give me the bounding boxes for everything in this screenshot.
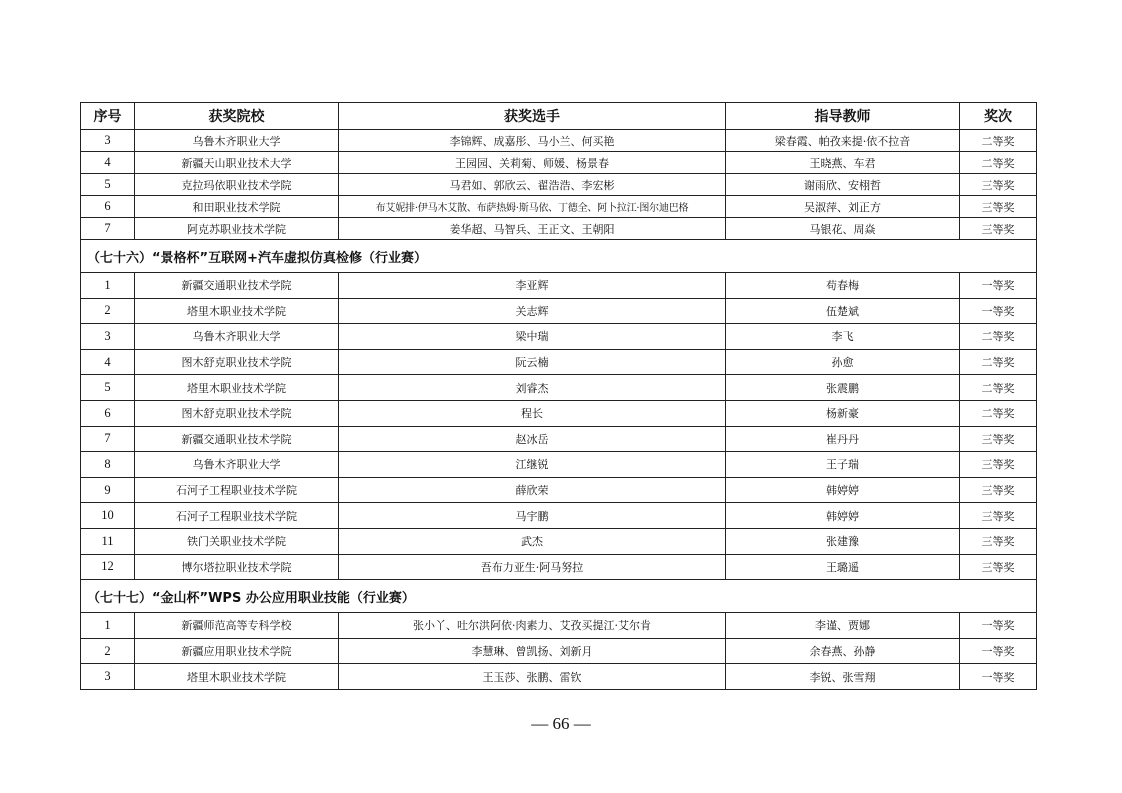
row-players: 薛欣荣	[339, 477, 726, 503]
row-school: 图木舒克职业技术学院	[135, 349, 339, 375]
row-players: 程长	[339, 400, 726, 426]
row-teachers: 李锐、张雪翔	[726, 664, 960, 690]
row-award: 二等奖	[960, 400, 1037, 426]
row-award: 三等奖	[960, 528, 1037, 554]
row-school: 塔里木职业技术学院	[135, 298, 339, 324]
table-row	[81, 613, 1037, 639]
row-teachers: 崔丹丹	[726, 426, 960, 452]
table-row	[81, 298, 1037, 324]
row-teachers: 吴淑萍、刘正方	[726, 196, 960, 218]
row-school: 塔里木职业技术学院	[135, 664, 339, 690]
header-players: 获奖选手	[339, 103, 726, 130]
row-index: 10	[81, 503, 135, 529]
row-index: 9	[81, 477, 135, 503]
row-teachers: 余春燕、孙静	[726, 638, 960, 664]
row-award: 三等奖	[960, 452, 1037, 478]
row-award: 三等奖	[960, 196, 1037, 218]
row-award: 二等奖	[960, 130, 1037, 152]
row-players: 李锦辉、成嘉彤、马小兰、何买艳	[339, 130, 726, 152]
row-index: 6	[81, 400, 135, 426]
row-players: 赵冰岳	[339, 426, 726, 452]
row-school: 石河子工程职业技术学院	[135, 503, 339, 529]
row-school: 乌鲁木齐职业大学	[135, 452, 339, 478]
row-players: 阮云楠	[339, 349, 726, 375]
row-school: 和田职业技术学院	[135, 196, 339, 218]
row-index: 6	[81, 196, 135, 218]
row-index: 1	[81, 273, 135, 299]
row-index: 7	[81, 218, 135, 240]
row-teachers: 李飞	[726, 324, 960, 350]
row-school: 图木舒克职业技术学院	[135, 400, 339, 426]
row-school: 阿克苏职业技术学院	[135, 218, 339, 240]
section-title-76: （七十六）“景格杯”互联网+汽车虚拟仿真检修（行业赛）	[81, 240, 1037, 273]
row-award: 三等奖	[960, 174, 1037, 196]
row-award: 三等奖	[960, 218, 1037, 240]
table-row	[81, 349, 1037, 375]
row-school: 克拉玛依职业技术学院	[135, 174, 339, 196]
row-index: 3	[81, 664, 135, 690]
row-teachers: 苟春梅	[726, 273, 960, 299]
row-teachers: 马银花、周焱	[726, 218, 960, 240]
row-players: 关志辉	[339, 298, 726, 324]
header-index: 序号	[81, 103, 135, 130]
row-school: 博尔塔拉职业技术学院	[135, 554, 339, 580]
row-index: 2	[81, 298, 135, 324]
table-row	[81, 324, 1037, 350]
row-index: 11	[81, 528, 135, 554]
row-index: 2	[81, 638, 135, 664]
section-row	[81, 240, 1037, 273]
table-row	[81, 638, 1037, 664]
row-index: 5	[81, 375, 135, 401]
row-school: 新疆天山职业技术大学	[135, 152, 339, 174]
row-players: 布艾妮排·伊马木艾散、布萨热姆·斯马依、丁德全、阿卜拉江·图尔迪巴格	[339, 196, 726, 218]
row-teachers: 王晓燕、车君	[726, 152, 960, 174]
row-players: 刘睿杰	[339, 375, 726, 401]
row-award: 三等奖	[960, 503, 1037, 529]
table-row	[81, 400, 1037, 426]
table-row	[81, 130, 1037, 152]
table-row	[81, 664, 1037, 690]
page-number: — 66 —	[531, 714, 591, 733]
table-row	[81, 196, 1037, 218]
row-index: 5	[81, 174, 135, 196]
row-award: 一等奖	[960, 638, 1037, 664]
row-players: 李慧琳、曾凯扬、刘新月	[339, 638, 726, 664]
table-row	[81, 426, 1037, 452]
row-index: 3	[81, 130, 135, 152]
row-award: 一等奖	[960, 273, 1037, 299]
row-players: 江继锐	[339, 452, 726, 478]
table-row	[81, 375, 1037, 401]
table-row	[81, 477, 1037, 503]
row-school: 新疆应用职业技术学院	[135, 638, 339, 664]
row-award: 一等奖	[960, 664, 1037, 690]
row-award: 一等奖	[960, 613, 1037, 639]
row-teachers: 韩婷婷	[726, 503, 960, 529]
row-players: 王园园、关莉菊、师媛、杨景春	[339, 152, 726, 174]
table-row	[81, 452, 1037, 478]
row-school: 新疆师范高等专科学校	[135, 613, 339, 639]
row-players: 李亚辉	[339, 273, 726, 299]
row-players: 吾布力亚生·阿马努拉	[339, 554, 726, 580]
header-row	[81, 103, 1037, 130]
row-teachers: 梁春霞、帕孜来提·依不拉音	[726, 130, 960, 152]
table-row	[81, 218, 1037, 240]
header-award: 奖次	[960, 103, 1037, 130]
row-teachers: 张震鹏	[726, 375, 960, 401]
row-teachers: 李谨、贾娜	[726, 613, 960, 639]
row-teachers: 伍楚斌	[726, 298, 960, 324]
row-index: 3	[81, 324, 135, 350]
section-title-77: （七十七）“金山杯”WPS 办公应用职业技能（行业赛）	[81, 580, 1037, 613]
row-award: 二等奖	[960, 375, 1037, 401]
row-school: 乌鲁木齐职业大学	[135, 130, 339, 152]
table-row	[81, 503, 1037, 529]
row-index: 4	[81, 349, 135, 375]
header-school: 获奖院校	[135, 103, 339, 130]
row-teachers: 孙愈	[726, 349, 960, 375]
row-players: 王玉莎、张鹏、雷钦	[339, 664, 726, 690]
row-school: 石河子工程职业技术学院	[135, 477, 339, 503]
row-school: 新疆交通职业技术学院	[135, 426, 339, 452]
row-index: 8	[81, 452, 135, 478]
row-teachers: 谢雨欣、安栩哲	[726, 174, 960, 196]
row-players: 马宇鹏	[339, 503, 726, 529]
row-award: 二等奖	[960, 324, 1037, 350]
row-players: 梁中瑞	[339, 324, 726, 350]
table-row	[81, 273, 1037, 299]
row-school: 乌鲁木齐职业大学	[135, 324, 339, 350]
row-players: 马君如、郭欣云、翟浩浩、李宏彬	[339, 174, 726, 196]
row-teachers: 王璐遥	[726, 554, 960, 580]
table-row	[81, 554, 1037, 580]
row-school: 塔里木职业技术学院	[135, 375, 339, 401]
section-row	[81, 580, 1037, 613]
table-row	[81, 528, 1037, 554]
row-index: 1	[81, 613, 135, 639]
row-index: 12	[81, 554, 135, 580]
row-award: 二等奖	[960, 152, 1037, 174]
table-row	[81, 152, 1037, 174]
row-players: 张小丫、吐尔洪阿依·肉素力、艾孜买提江·艾尔肯	[339, 613, 726, 639]
header-teachers: 指导教师	[726, 103, 960, 130]
row-teachers: 杨新豪	[726, 400, 960, 426]
row-teachers: 韩婷婷	[726, 477, 960, 503]
row-teachers: 张建豫	[726, 528, 960, 554]
table-row	[81, 174, 1037, 196]
row-award: 三等奖	[960, 554, 1037, 580]
row-index: 4	[81, 152, 135, 174]
row-players: 姜华超、马智兵、王正文、王朝阳	[339, 218, 726, 240]
row-award: 二等奖	[960, 349, 1037, 375]
row-school: 新疆交通职业技术学院	[135, 273, 339, 299]
row-players: 武杰	[339, 528, 726, 554]
row-teachers: 王子瑞	[726, 452, 960, 478]
row-award: 三等奖	[960, 426, 1037, 452]
row-school: 铁门关职业技术学院	[135, 528, 339, 554]
row-award: 三等奖	[960, 477, 1037, 503]
row-index: 7	[81, 426, 135, 452]
award-table	[80, 102, 1037, 690]
row-award: 一等奖	[960, 298, 1037, 324]
